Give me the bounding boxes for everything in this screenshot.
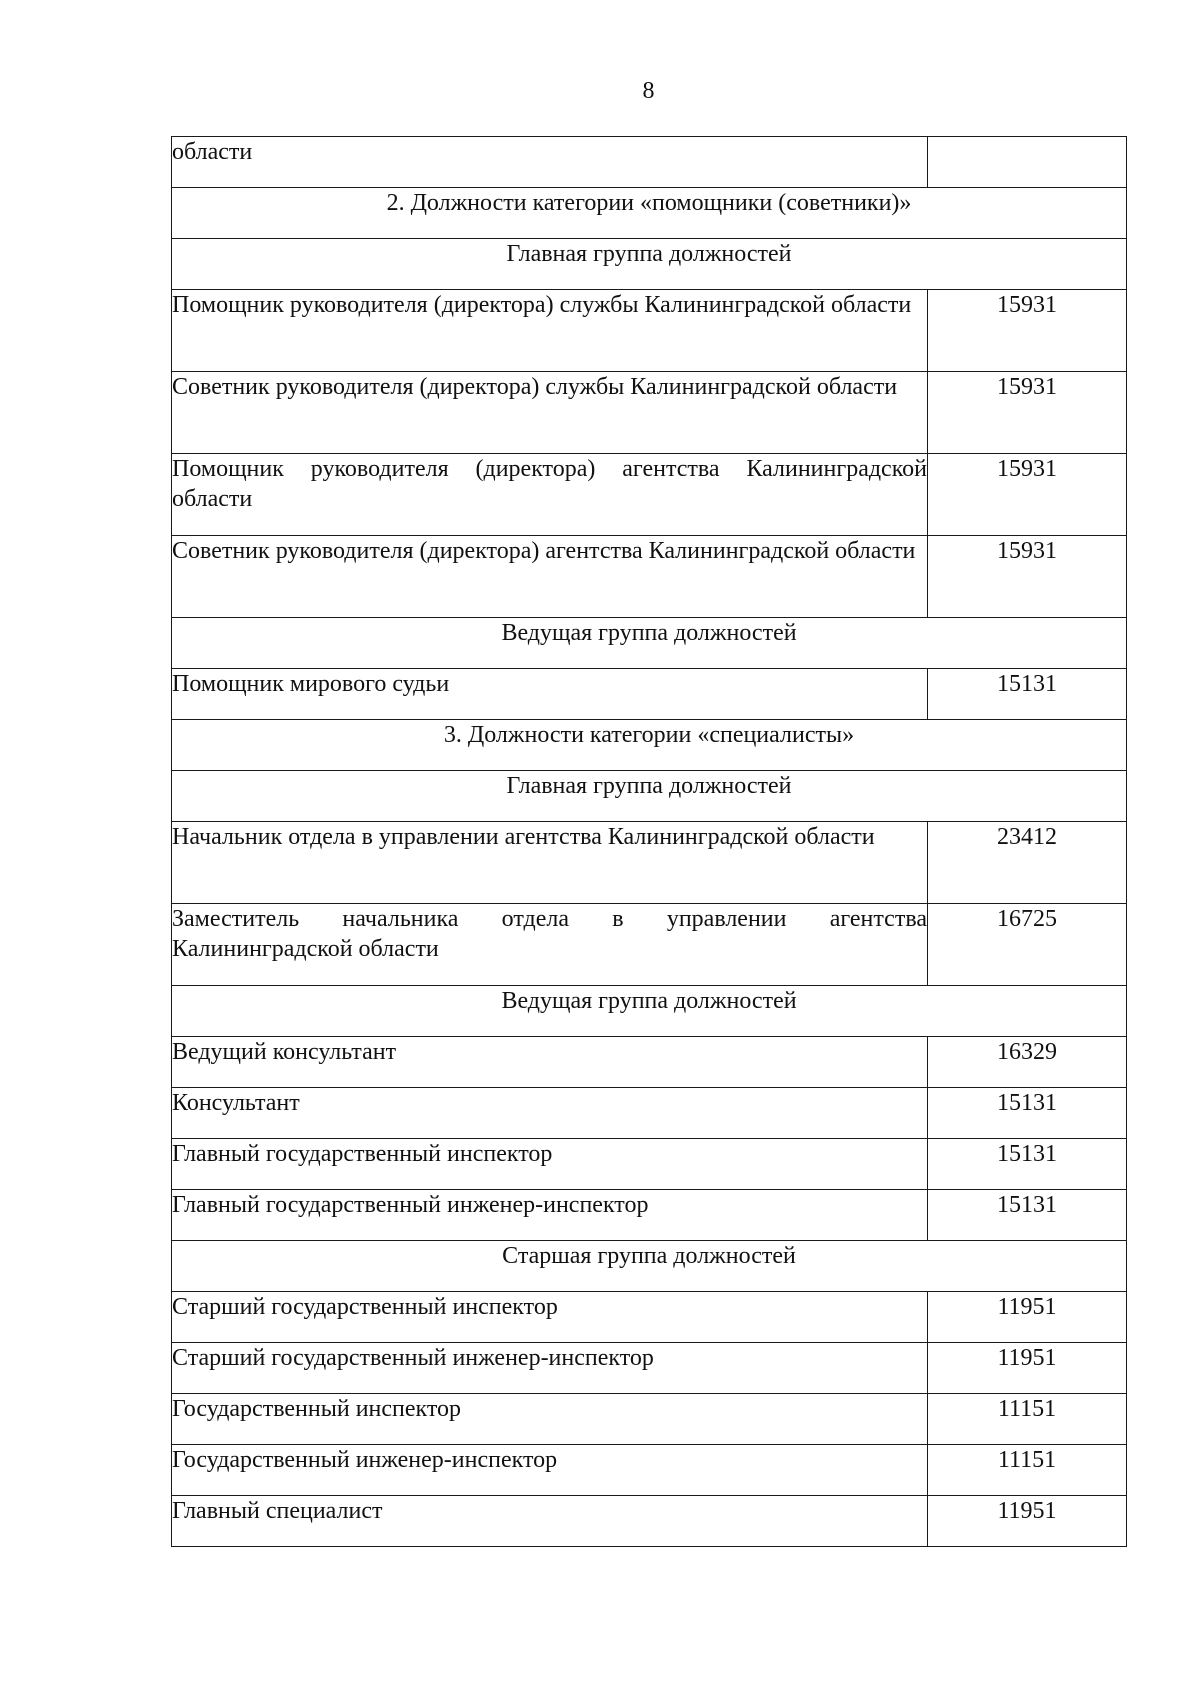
table-row: [172, 290, 1127, 372]
position-name: Советник руководителя (директора) службы Калининградской области: [172, 372, 928, 454]
table-row: [172, 1088, 1127, 1139]
salary-value: [928, 137, 1127, 188]
position-name: Начальник отдела в управлении агентства Калининградской области: [172, 822, 928, 904]
table-row: [172, 1496, 1127, 1547]
salary-value: 15131: [928, 1088, 1127, 1139]
salary-value: 15131: [928, 1139, 1127, 1190]
table-row: [172, 372, 1127, 454]
table-row: [172, 536, 1127, 618]
group-heading: Главная группа должностей: [172, 239, 1127, 290]
position-name: Помощник руководителя (директора) службы Калининградской области: [172, 290, 928, 372]
table-row: [172, 1139, 1127, 1190]
group-heading: Старшая группа должностей: [172, 1241, 1127, 1292]
position-name: Главный государственный инспектор: [172, 1139, 928, 1190]
salary-table: [171, 136, 1127, 1547]
table-row: [172, 137, 1127, 188]
table-row: [172, 904, 1127, 986]
salary-value: 15931: [928, 290, 1127, 372]
position-name: Консультант: [172, 1088, 928, 1139]
position-name: Заместитель начальника отдела в управлении агентства Калининградской области: [172, 904, 928, 986]
salary-value: 15131: [928, 1190, 1127, 1241]
table-row: [172, 1190, 1127, 1241]
salary-value: 11951: [928, 1496, 1127, 1547]
table-row: [172, 669, 1127, 720]
section-row: [172, 618, 1127, 669]
category-heading: 2. Должности категории «помощники (советники)»: [172, 188, 1127, 239]
salary-value: 16329: [928, 1037, 1127, 1088]
salary-value: 15931: [928, 536, 1127, 618]
position-name: Старший государственный инспектор: [172, 1292, 928, 1343]
position-name: области: [172, 137, 928, 188]
position-name: Старший государственный инженер-инспектор: [172, 1343, 928, 1394]
position-name: Помощник мирового судьи: [172, 669, 928, 720]
salary-value: 11951: [928, 1343, 1127, 1394]
page-number: 8: [642, 78, 655, 104]
section-row: [172, 771, 1127, 822]
salary-value: 11951: [928, 1292, 1127, 1343]
section-row: [172, 239, 1127, 290]
section-row: [172, 986, 1127, 1037]
salary-value: 11151: [928, 1445, 1127, 1496]
table-row: [172, 822, 1127, 904]
group-heading: Ведущая группа должностей: [172, 986, 1127, 1037]
table-row: [172, 1037, 1127, 1088]
section-row: [172, 1241, 1127, 1292]
position-name: Советник руководителя (директора) агентства Калининградской области: [172, 536, 928, 618]
table-row: [172, 1394, 1127, 1445]
position-name: Государственный инспектор: [172, 1394, 928, 1445]
section-row: [172, 188, 1127, 239]
table-row: [172, 1292, 1127, 1343]
salary-value: 15931: [928, 454, 1127, 536]
position-name: Главный специалист: [172, 1496, 928, 1547]
section-row: [172, 720, 1127, 771]
table-row: [172, 1343, 1127, 1394]
position-name: Государственный инженер-инспектор: [172, 1445, 928, 1496]
table-row: [172, 454, 1127, 536]
group-heading: Ведущая группа должностей: [172, 618, 1127, 669]
salary-value: 15931: [928, 372, 1127, 454]
position-name: Главный государственный инженер-инспектор: [172, 1190, 928, 1241]
category-heading: 3. Должности категории «специалисты»: [172, 720, 1127, 771]
group-heading: Главная группа должностей: [172, 771, 1127, 822]
salary-value: 15131: [928, 669, 1127, 720]
position-name: Ведущий консультант: [172, 1037, 928, 1088]
salary-value: 23412: [928, 822, 1127, 904]
position-name: Помощник руководителя (директора) агентства Калининградской области: [172, 454, 928, 536]
table-row: [172, 1445, 1127, 1496]
salary-value: 11151: [928, 1394, 1127, 1445]
salary-value: 16725: [928, 904, 1127, 986]
